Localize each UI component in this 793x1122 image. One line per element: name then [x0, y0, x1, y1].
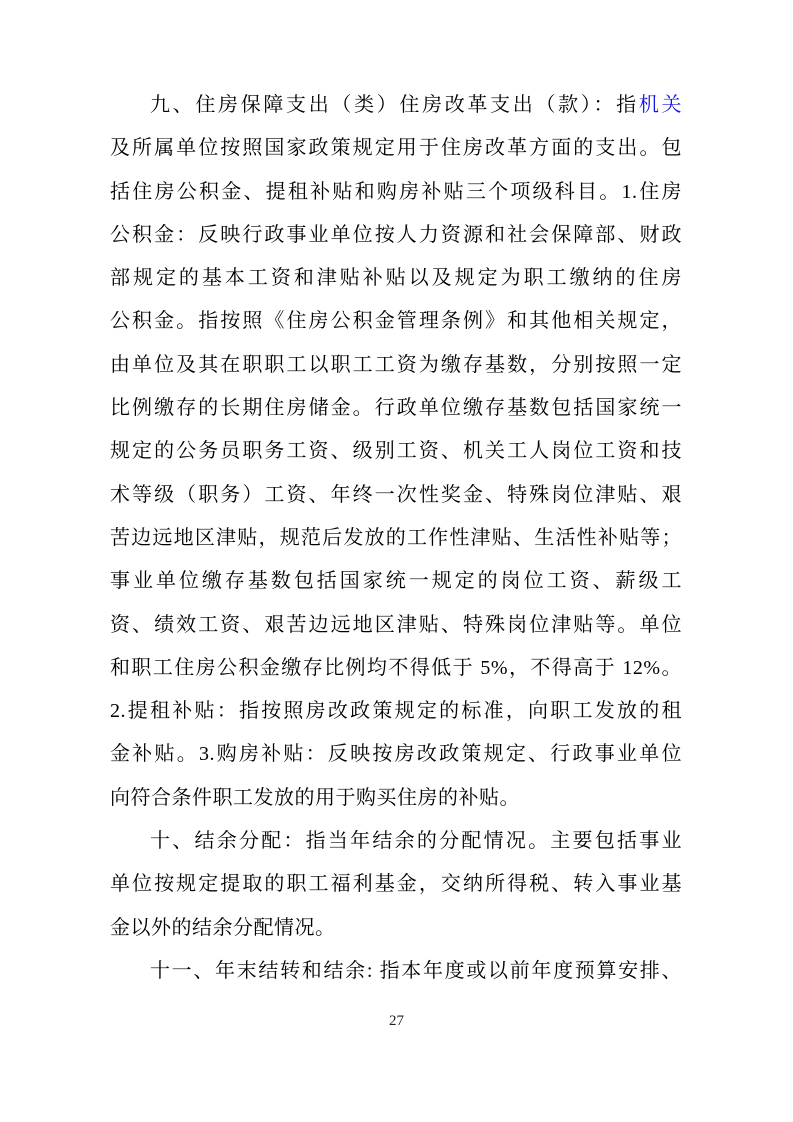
- paragraph1-line-14: 和职工住房公积金缴存比例均不得低于 5%，不得高于 12%。: [110, 656, 682, 679]
- paragraph2-line-1: 十、结余分配：指当年结余的分配情况。主要包括事业: [150, 830, 682, 853]
- body-text: [110, 84, 682, 993]
- paragraph2-line-2: 单位按规定提取的职工福利基金，交纳所得税、转入事业基: [110, 873, 682, 896]
- paragraph1-line-16: 金补贴。3.购房补贴：反映按房改政策规定、行政事业单位: [110, 743, 682, 766]
- paragraph1-line-1: [110, 84, 682, 127]
- paragraph1-line-6: 公积金。指按照《住房公积金管理条例》和其他相关规定，: [110, 310, 682, 333]
- paragraph1-line-10: 术等级（职务）工资、年终一次性奖金、特殊岗位津贴、艰: [110, 483, 682, 506]
- page-number: 27: [389, 1013, 404, 1029]
- paragraph1-line-9: 规定的公务员职务工资、级别工资、机关工人岗位工资和技: [110, 440, 682, 463]
- paragraph1-line-7: 由单位及其在职职工以职工工资为缴存基数，分别按照一定: [110, 353, 682, 376]
- paragraph1-line-3: 括住房公积金、提租补贴和购房补贴三个项级科目。1.住房: [110, 180, 682, 203]
- paragraph1-line-5: 部规定的基本工资和津贴补贴以及规定为职工缴纳的住房: [110, 267, 682, 290]
- paragraph1-line-17: 向符合条件职工发放的用于购买住房的补贴。: [110, 786, 520, 809]
- paragraph1-line-13: 资、绩效工资、艰苦边远地区津贴、特殊岗位津贴等。单位: [110, 613, 682, 636]
- link-jiguan[interactable]: 机关: [638, 94, 682, 116]
- paragraph1-line-11: 苦边远地区津贴，规范后发放的工作性津贴、生活性补贴等；: [110, 526, 682, 549]
- paragraph1-line-15: 2.提租补贴：指按照房改政策规定的标准，向职工发放的租: [110, 700, 682, 723]
- line-text: 九、住房保障支出（类）住房改革支出（款）：指: [150, 94, 639, 116]
- paragraph1-line-2: 及所属单位按照国家政策规定用于住房改革方面的支出。包: [110, 137, 682, 160]
- paragraph1-line-8: 比例缴存的长期住房储金。行政单位缴存基数包括国家统一: [110, 397, 682, 420]
- paragraph2-line-3: 金以外的结余分配情况。: [110, 916, 336, 939]
- paragraph3-line-1: 十一、年末结转和结余: 指本年度或以前年度预算安排、: [150, 959, 682, 982]
- paragraph1-line-4: 公积金：反映行政事业单位按人力资源和社会保障部、财政: [110, 223, 682, 246]
- paragraph1-line-12: 事业单位缴存基数包括国家统一规定的岗位工资、薪级工: [110, 570, 682, 593]
